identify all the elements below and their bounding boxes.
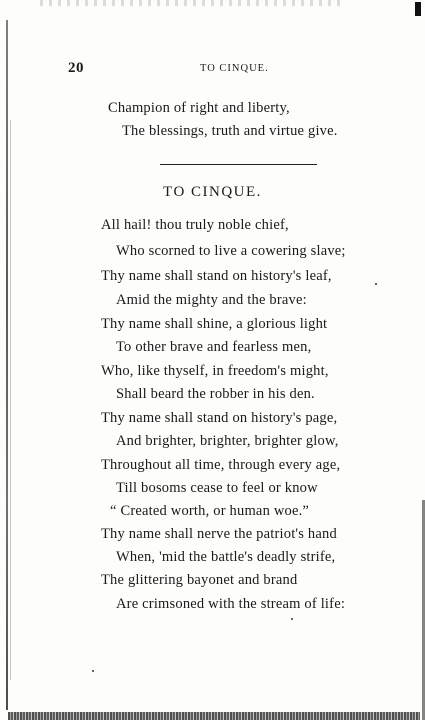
poem-line: And brighter, brighter, brighter glow, — [116, 433, 339, 449]
poem-line: Who, like thyself, in freedom's might, — [101, 363, 329, 379]
scan-speck — [291, 618, 293, 620]
poem-line: Thy name shall nerve the patriot's hand — [101, 526, 337, 542]
poem-title: TO CINQUE. — [163, 184, 262, 200]
page-header — [68, 60, 368, 80]
scan-speck — [375, 283, 377, 285]
page-number: 20 — [68, 60, 84, 76]
scan-edge-left-inner — [10, 120, 11, 680]
previous-poem-line: Champion of right and liberty, — [108, 100, 290, 116]
poem-line: Who scorned to live a cowering slave; — [116, 243, 346, 259]
poem-line: Till bosoms cease to feel or know — [116, 480, 318, 496]
scan-edge-top-right — [415, 2, 421, 16]
poem-line: Thy name shall shine, a glorious light — [101, 316, 328, 332]
poem-line: Throughout all time, through every age, — [101, 457, 341, 473]
poem-line: Amid the mighty and the brave: — [116, 292, 307, 308]
poem-line: When, 'mid the battle's deadly strife, — [116, 549, 336, 565]
poem-line: “ Created worth, or human woe.” — [110, 503, 310, 519]
poem-line: The glittering bayonet and brand — [101, 572, 298, 588]
poem-line: Thy name shall stand on history's leaf, — [101, 268, 332, 284]
poem-line: To other brave and fearless men, — [116, 339, 312, 355]
poem-line: Thy name shall stand on history's page, — [101, 410, 338, 426]
section-divider — [160, 164, 317, 165]
poem-line: Are crimsoned with the stream of life: — [116, 596, 346, 612]
scan-edge-top — [40, 0, 340, 6]
scan-edge-left — [6, 20, 8, 710]
previous-poem-line: The blessings, truth and virtue give. — [122, 123, 338, 139]
scan-speck — [92, 670, 94, 672]
running-head: TO CINQUE. — [200, 63, 269, 74]
scan-edge-bottom — [8, 712, 420, 720]
poem-line: Shall beard the robber in his den. — [116, 386, 315, 402]
poem-line: All hail! thou truly noble chief, — [101, 217, 289, 233]
